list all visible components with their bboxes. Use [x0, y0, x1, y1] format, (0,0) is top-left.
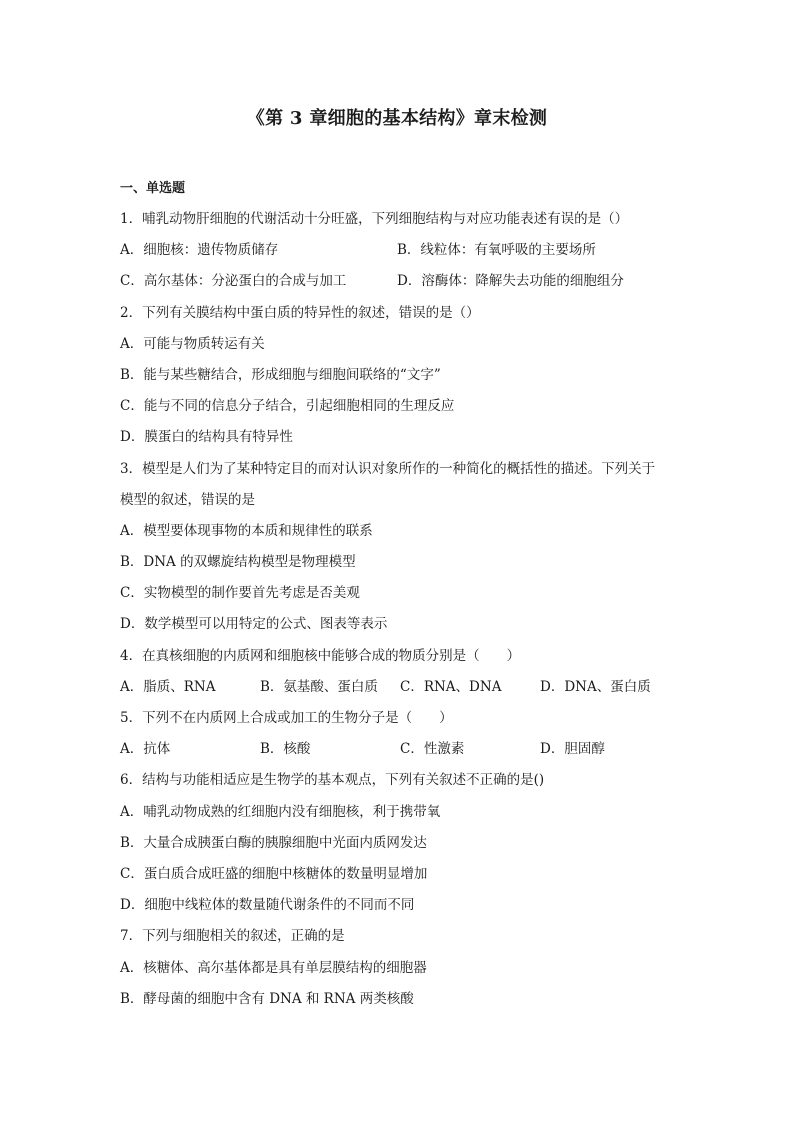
option-a: A．细胞核：遗传物质储存 [120, 242, 279, 259]
document-title: 《第 3 章细胞的基本结构》章末检测 [246, 108, 548, 129]
option-row [120, 672, 680, 703]
option-a: A．可能与物质转运有关 [120, 335, 265, 352]
option-d: D．膜蛋白的结构具有特异性 [120, 429, 293, 446]
option-a: A．脂质、RNA [120, 678, 216, 695]
option-c: C．高尔基体：分泌蛋白的合成与加工 [120, 273, 347, 290]
option-c: C．能与不同的信息分子结合，引起细胞相同的生理反应 [120, 398, 455, 415]
option-c: C．实物模型的制作要首先考虑是否美观 [120, 585, 360, 602]
document-content [120, 178, 680, 1015]
question-7 [120, 921, 680, 1015]
question-stem: 1．哺乳动物肝细胞的代谢活动十分旺盛，下列细胞结构与对应功能表述有误的是（） [120, 211, 629, 227]
option-d: D．溶酶体：降解失去功能的细胞组分 [397, 273, 624, 290]
question-2 [120, 298, 680, 454]
question-1 [120, 204, 680, 298]
option-d: D．细胞中线粒体的数量随代谢条件的不同而不同 [120, 897, 415, 914]
question-stem: 5．下列不在内质网上合成或加工的生物分子是（ ） [120, 710, 453, 726]
question-stem: 2．下列有关膜结构中蛋白质的特异性的叙述，错误的是（） [120, 304, 480, 321]
option-c: C．蛋白质合成旺盛的细胞中核糖体的数量明显增加 [120, 865, 428, 882]
option-c: C．性激素 [400, 741, 465, 758]
option-d: D．DNA、蛋白质 [540, 678, 651, 695]
option-d: D．数学模型可以用特定的公式、图表等表示 [120, 616, 388, 633]
question-stem: 7．下列与细胞相关的叙述，正确的是 [120, 928, 345, 945]
option-b: B．线粒体：有氧呼吸的主要场所 [397, 242, 596, 259]
option-a: A．哺乳动物成熟的红细胞内没有细胞核，利于携带氧 [120, 803, 441, 820]
option-b: B．能与某些糖结合，形成细胞与细胞间联络的“文字” [120, 366, 441, 383]
option-b: B．大量合成胰蛋白酶的胰腺细胞中光面内质网发达 [120, 834, 427, 851]
option-c: C．RNA、DNA [400, 678, 502, 695]
question-5 [120, 703, 680, 765]
question-stem-continued: 模型的叙述，错误的是 [120, 491, 255, 508]
question-6 [120, 765, 680, 921]
option-a: A．抗体 [120, 741, 171, 758]
option-b: B．DNA 的双螺旋结构模型是物理模型 [120, 554, 356, 571]
question-stem: 3．模型是人们为了某种特定目的而对认识对象所作的一种简化的概括性的描述。下列关于 [120, 460, 656, 477]
option-a: A．核糖体、高尔基体都是具有单层膜结构的细胞器 [120, 959, 427, 976]
option-b: B．酵母菌的细胞中含有 DNA 和 RNA 两类核酸 [120, 990, 414, 1007]
option-row [120, 734, 680, 765]
option-d: D．胆固醇 [540, 741, 605, 758]
question-stem: 6．结构与功能相适应是生物学的基本观点，下列有关叙述不正确的是() [120, 772, 545, 789]
option-row [120, 266, 680, 297]
question-stem: 4．在真核细胞的内质网和细胞核中能够合成的物质分别是（ ） [120, 647, 521, 664]
option-row [120, 235, 680, 266]
question-3 [120, 454, 680, 641]
option-b: B．核酸 [260, 741, 311, 758]
option-b: B．氨基酸、蛋白质 [260, 678, 378, 695]
section-heading: 一、单选题 [120, 181, 186, 196]
option-a: A．模型要体现事物的本质和规律性的联系 [120, 522, 373, 539]
question-4 [120, 641, 680, 703]
